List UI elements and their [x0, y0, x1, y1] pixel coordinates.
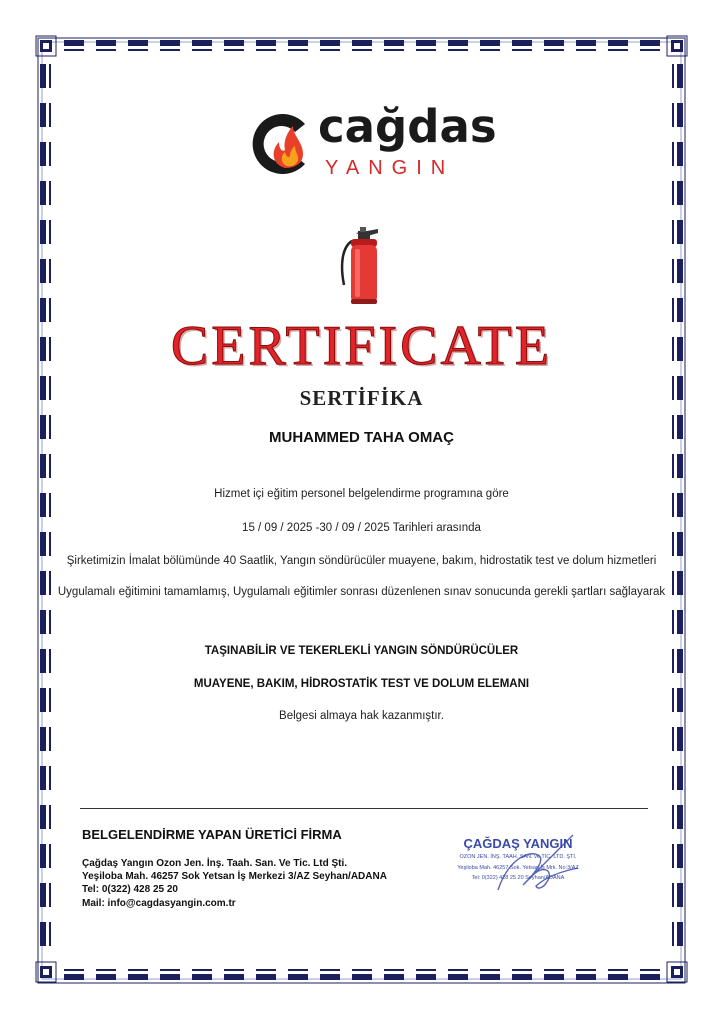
border-segment: [40, 103, 46, 127]
border-segment: [640, 40, 660, 46]
border-segment: [640, 49, 660, 51]
border-segment: [320, 49, 340, 51]
border-segment: [384, 974, 404, 980]
border-segment: [40, 766, 46, 790]
body-line-3: Şirketimizin İmalat bölümünde 40 Saatlik, Yangın söndürücüler muayene, bakım, hidrostatik test ve dolum hizmetleri: [66, 555, 657, 567]
recipient-name: MUHAMMED TAHA OMAÇ: [269, 429, 454, 446]
border-segment: [576, 974, 596, 980]
border-segment: [677, 142, 683, 166]
border-segment: [40, 142, 46, 166]
border-segment: [352, 969, 372, 971]
border-segment: [256, 40, 276, 46]
border-segment: [288, 49, 308, 51]
body-line-4: Uygulamalı eğitimini tamamlamış, Uygulamalı eğitimler sonrası düzenlenen sınav sonucunda gerekli şartları sağlayarak: [57, 586, 666, 598]
border-segment: [672, 805, 674, 829]
border-segment: [256, 49, 276, 51]
border-segment: [677, 922, 683, 946]
qualification-line-1: TAŞINABİLİR VE TEKERLEKLİ YANGIN SÖNDÜRÜCÜLER: [204, 645, 519, 657]
stamp-line-2: Yeşiloba Mah. 46257 Sok. Yetsan İş Mrk. No:3/AZ: [457, 865, 579, 871]
border-segment: [49, 142, 51, 166]
border-segment: [672, 103, 674, 127]
border-segment: [49, 610, 51, 634]
border-segment: [192, 40, 212, 46]
signature-icon: [478, 830, 588, 900]
border-segment: [40, 220, 46, 244]
border-segment: [672, 142, 674, 166]
border-segment: [352, 974, 372, 980]
footer-address: Yeşiloba Mah. 46257 Sok Yetsan İş Merkezi 3/AZ Seyhan/ADANA: [82, 871, 387, 882]
border-segment: [672, 688, 674, 712]
border-segment: [672, 766, 674, 790]
body-line-5: Belgesi almaya hak kazanmıştır.: [279, 710, 444, 722]
border-segment: [49, 532, 51, 556]
border-segment: [677, 259, 683, 283]
flame-logo-icon: [245, 110, 317, 178]
border-segment: [384, 49, 404, 51]
border-segment: [40, 610, 46, 634]
border-segment: [224, 40, 244, 46]
border-segment: [256, 969, 276, 971]
border-segment: [40, 532, 46, 556]
border-segment: [672, 883, 674, 907]
border-segment: [96, 40, 116, 46]
border-segment: [608, 40, 628, 46]
border-segment: [128, 49, 148, 51]
border-segment: [49, 844, 51, 868]
border-segment: [128, 969, 148, 971]
border-segment: [192, 49, 212, 51]
border-segment: [544, 49, 564, 51]
border-segment: [480, 40, 500, 46]
certificate-subtitle: SERTİFİKA: [299, 386, 424, 410]
border-segment: [672, 181, 674, 205]
border-segment: [49, 727, 51, 751]
border-segment: [480, 969, 500, 971]
border-segment: [576, 49, 596, 51]
border-segment: [674, 969, 680, 975]
stamp-line-3: Tel: 0(322) 428 25 20 Seyhan/ADANA: [471, 875, 565, 881]
company-stamp: [438, 830, 598, 900]
border-segment: [352, 49, 372, 51]
brand-subtitle: YANGIN: [325, 157, 455, 179]
border-segment: [64, 40, 84, 46]
border-segment: [40, 727, 46, 751]
border-segment: [192, 969, 212, 971]
stamp-title: ÇAĞDAŞ YANGIN: [463, 836, 573, 851]
border-segment: [224, 969, 244, 971]
border-segment: [677, 103, 683, 127]
border-segment: [40, 454, 46, 478]
border-segment: [677, 688, 683, 712]
footer-mail: Mail: info@cagdasyangin.com.tr: [82, 898, 236, 909]
border-segment: [224, 974, 244, 980]
border-segment: [160, 49, 180, 51]
border-segment: [43, 43, 49, 49]
border-segment: [512, 974, 532, 980]
border-segment: [49, 688, 51, 712]
border-segment: [672, 259, 674, 283]
border-segment: [64, 49, 84, 51]
border-segment: [49, 181, 51, 205]
border-segment: [677, 844, 683, 868]
border-segment: [512, 969, 532, 971]
border-segment: [40, 922, 46, 946]
border-segment: [544, 969, 564, 971]
border-segment: [40, 259, 46, 283]
border-segment: [672, 532, 674, 556]
border-segment: [320, 969, 340, 971]
border-segment: [128, 40, 148, 46]
border-segment: [544, 40, 564, 46]
border-segment: [40, 64, 46, 88]
border-segment: [576, 969, 596, 971]
footer-heading: BELGELENDİRME YAPAN ÜRETİCİ FİRMA: [82, 827, 342, 842]
border-segment: [672, 64, 674, 88]
border-segment: [384, 969, 404, 971]
border-segment: [288, 969, 308, 971]
border-segment: [96, 969, 116, 971]
border-segment: [677, 766, 683, 790]
border-segment: [96, 974, 116, 980]
border-segment: [49, 259, 51, 283]
border-segment: [192, 974, 212, 980]
certificate-title: CERTIFICATE: [170, 315, 553, 377]
border-segment: [49, 64, 51, 88]
border-segment: [672, 454, 674, 478]
border-segment: [320, 974, 340, 980]
border-segment: [672, 220, 674, 244]
border-segment: [49, 103, 51, 127]
border-segment: [49, 220, 51, 244]
border-segment: [640, 974, 660, 980]
fire-extinguisher-icon: [338, 225, 386, 307]
border-segment: [480, 49, 500, 51]
border-segment: [480, 974, 500, 980]
border-segment: [677, 883, 683, 907]
border-segment: [224, 49, 244, 51]
border-segment: [49, 766, 51, 790]
border-segment: [384, 40, 404, 46]
border-segment: [677, 64, 683, 88]
border-segment: [160, 40, 180, 46]
border-segment: [288, 974, 308, 980]
border-segment: [49, 805, 51, 829]
border-segment: [40, 181, 46, 205]
border-segment: [677, 610, 683, 634]
border-segment: [608, 49, 628, 51]
border-segment: [40, 805, 46, 829]
brand-name: cağdas: [318, 100, 497, 153]
border-segment: [576, 40, 596, 46]
border-segment: [416, 969, 436, 971]
qualification-line-2: MUAYENE, BAKIM, HİDROSTATİK TEST VE DOLUM ELEMANI: [193, 678, 530, 690]
border-segment: [160, 974, 180, 980]
border-segment: [416, 974, 436, 980]
border-segment: [352, 40, 372, 46]
border-segment: [544, 974, 564, 980]
border-segment: [40, 688, 46, 712]
border-segment: [672, 844, 674, 868]
border-segment: [416, 49, 436, 51]
border-segment: [448, 49, 468, 51]
stamp-line-1: OZON JEN. İNŞ. TAAH. SAN. ve TİC. LTD. ŞTİ.: [459, 854, 577, 860]
border-segment: [288, 40, 308, 46]
border-segment: [256, 974, 276, 980]
footer-divider: [80, 808, 648, 809]
border-segment: [448, 40, 468, 46]
border-segment: [416, 40, 436, 46]
border-segment: [672, 610, 674, 634]
border-segment: [49, 454, 51, 478]
border-segment: [96, 49, 116, 51]
border-segment: [677, 805, 683, 829]
border-segment: [448, 969, 468, 971]
border-segment: [40, 883, 46, 907]
border-segment: [49, 883, 51, 907]
border-segment: [64, 974, 84, 980]
border-segment: [512, 49, 532, 51]
body-line-1: Hizmet içi eğitim personel belgelendirme programına göre: [214, 488, 509, 500]
border-segment: [672, 727, 674, 751]
border-segment: [640, 969, 660, 971]
border-segment: [64, 969, 84, 971]
border-segment: [160, 969, 180, 971]
border-segment: [40, 844, 46, 868]
border-segment: [677, 532, 683, 556]
border-segment: [677, 727, 683, 751]
border-segment: [677, 181, 683, 205]
border-segment: [128, 974, 148, 980]
body-line-2: 15 / 09 / 2025 -30 / 09 / 2025 Tarihleri arasında: [242, 522, 481, 534]
border-segment: [672, 922, 674, 946]
footer-company: Çağdaş Yangın Ozon Jen. İnş. Taah. San. Ve Tic. Ltd Şti.: [82, 858, 348, 869]
border-segment: [677, 220, 683, 244]
border-segment: [320, 40, 340, 46]
border-segment: [512, 40, 532, 46]
border-segment: [674, 43, 680, 49]
border-segment: [608, 969, 628, 971]
border-segment: [448, 974, 468, 980]
border-segment: [43, 969, 49, 975]
border-segment: [49, 922, 51, 946]
border-segment: [608, 974, 628, 980]
border-segment: [677, 454, 683, 478]
footer-phone: Tel: 0(322) 428 25 20: [82, 884, 178, 895]
